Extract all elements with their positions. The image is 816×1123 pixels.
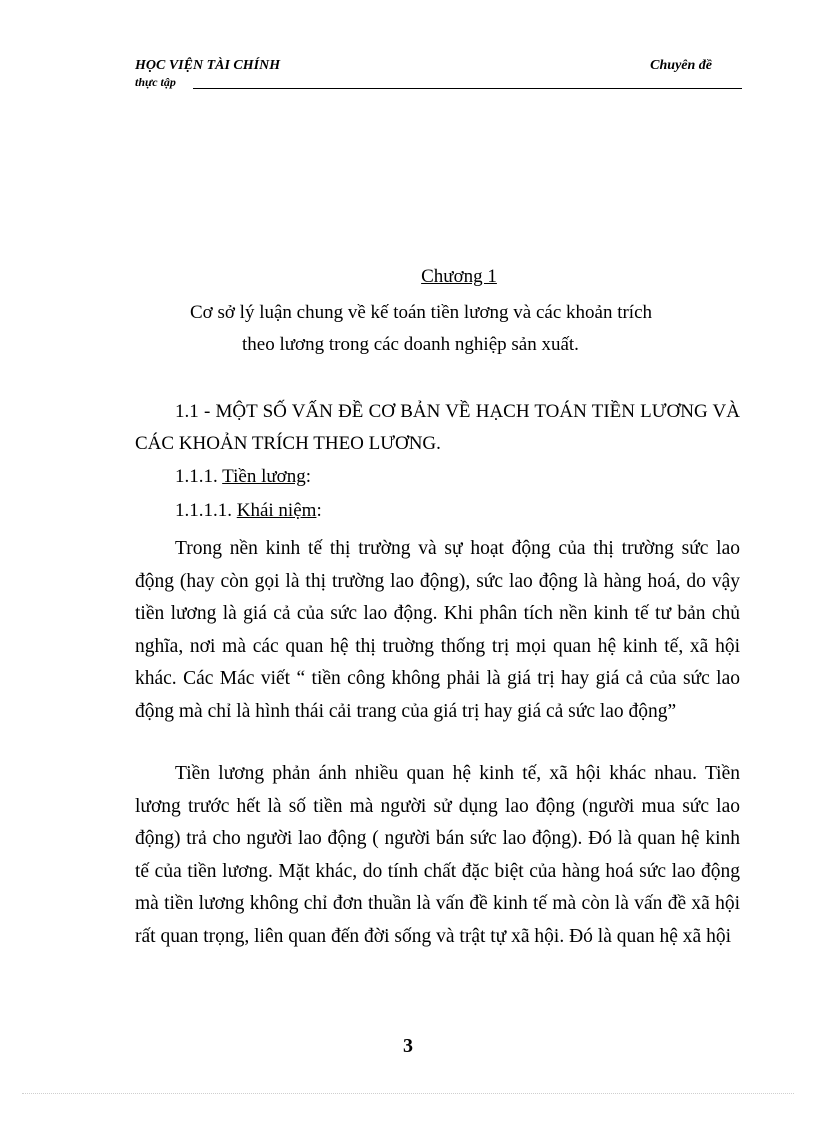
page-header (135, 58, 742, 92)
chapter-label (0, 266, 816, 288)
chapter-title-line2: theo lương trong các doanh nghiệp sản xuất. (242, 334, 579, 355)
chapter-label-text: Chương 1 (421, 266, 497, 287)
subsection-title: Tiền lương (222, 466, 306, 487)
subsection-colon: : (305, 466, 311, 487)
page-number: 3 (403, 1035, 413, 1057)
page-bottom-divider (22, 1093, 794, 1094)
header-doc-type-continued: thực tập (135, 75, 176, 89)
body-paragraph-2: Tiền lương phản ánh nhiều quan hệ kinh tế, xã hội khác nhau. Tiền lương trước hết là số tiền mà người sử dụng lao động (người mua sức lao động) trả cho người lao động ( người bán sức lao động). Đó là quan hệ kinh tế của tiền lương. Mặt khác, do tính chất đặc biệt của hàng hoá sức lao động mà tiền lương không chỉ đơn thuần là vấn đề kinh tế mà còn là vấn đề xã hội rất quan trọng, liên quan đến đời sống và trật tự xã hội. Đó là quan hệ xã hội (135, 763, 740, 947)
header-doc-type: Chuyên đề (650, 58, 712, 73)
subsection-heading (175, 466, 311, 488)
header-institution: HỌC VIỆN TÀI CHÍNH (135, 58, 281, 73)
chapter-title-line1: Cơ sở lý luận chung về kế toán tiền lương và các khoản trích (190, 302, 653, 323)
subsubsection-title: Khái niệm (236, 500, 317, 521)
body-paragraph-1: Trong nền kinh tế thị trường và sự hoạt động của thị trường sức lao động (hay còn gọi là thị trường lao động), sức lao động là hàng hoá, do vậy tiền lương là giá cả của sức lao động. Khi phân tích nền kinh tế tư bản chủ nghĩa, nơi mà các quan hệ thị truờng thống trị mọi quan hệ kinh tế, xã hội khác. Các Mác viết “ tiền công không phải là giá trị hay giá cả của sức lao động mà chỉ là hình thái cải trang của giá trị hay giá cả sức lao động” (135, 538, 740, 722)
subsection-number: 1.1.1. (175, 466, 223, 487)
header-divider (193, 88, 742, 89)
section-heading: 1.1 - MỘT SỐ VẤN ĐỀ CƠ BẢN VỀ HẠCH TOÁN TIỀN LƯƠNG VÀ CÁC KHOẢN TRÍCH THEO LƯƠNG. (135, 401, 740, 454)
subsubsection-heading (175, 500, 322, 522)
subsubsection-number: 1.1.1.1. (175, 500, 237, 521)
subsubsection-colon: : (316, 500, 322, 521)
